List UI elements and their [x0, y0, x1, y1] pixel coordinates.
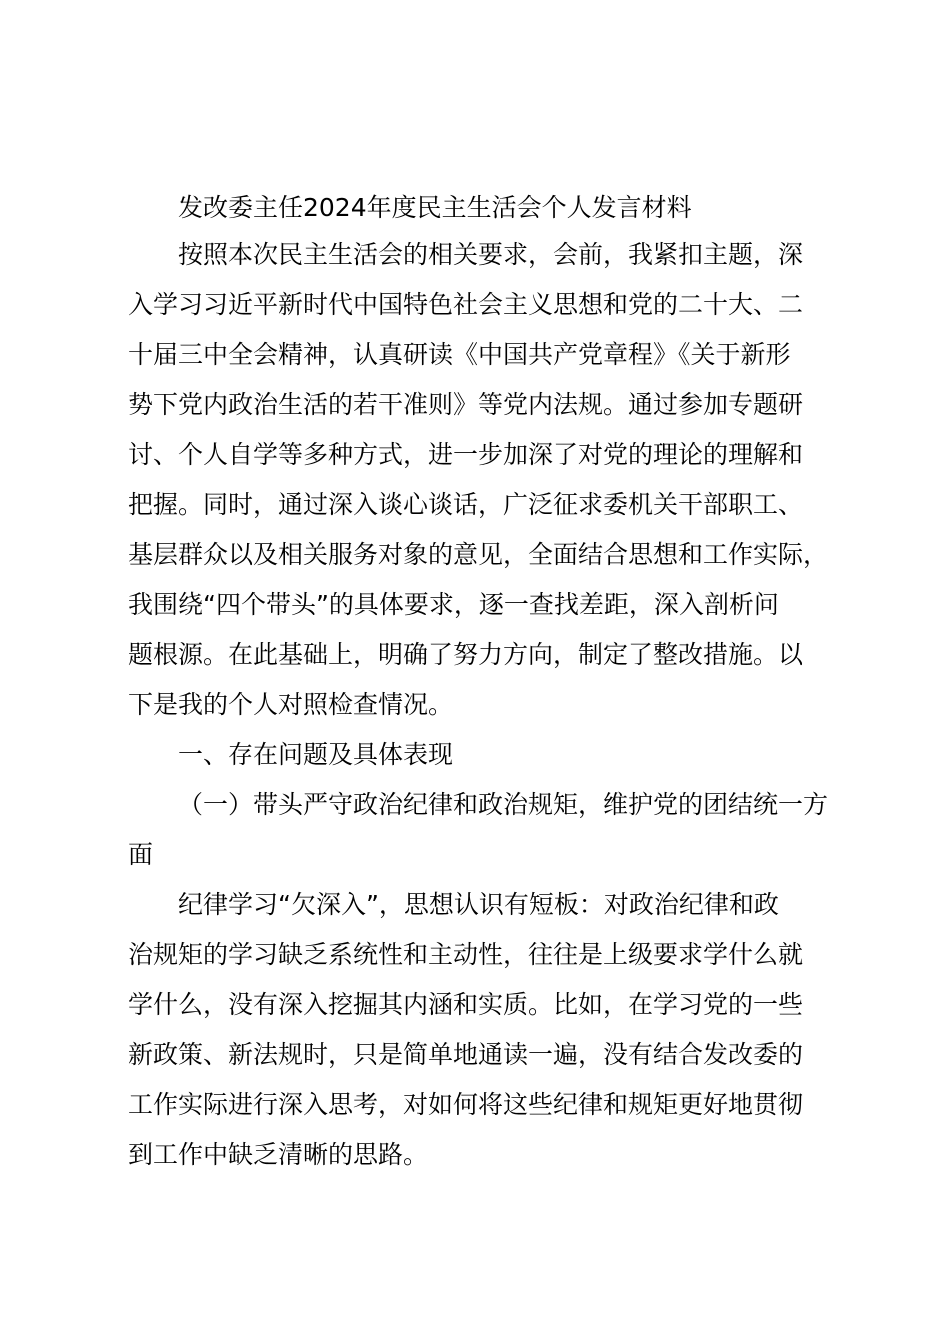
subsection-heading-line: 面	[128, 840, 154, 869]
body-line: 学什么，没有深入挖掘其内涵和实质。比如，在学习党的一些	[128, 990, 804, 1019]
intro-line: 按照本次民主生活会的相关要求，会前，我紧扣主题，深	[178, 240, 804, 269]
intro-line: 下是我的个人对照检查情况。	[128, 690, 454, 719]
section-heading: 一、存在问题及具体表现	[178, 740, 454, 769]
subsection-heading-line: （一）带头严守政治纪律和政治规矩，维护党的团结统一方	[178, 790, 829, 819]
document-title: 发改委主任2024年度民主生活会个人发言材料	[178, 193, 692, 222]
body-line: 纪律学习“欠深入”，思想认识有短板：对政治纪律和政	[178, 890, 779, 919]
body-line: 工作实际进行深入思考，对如何将这些纪律和规矩更好地贯彻	[128, 1090, 804, 1119]
intro-line: 基层群众以及相关服务对象的意见，全面结合思想和工作实际，	[128, 540, 829, 569]
intro-line: 把握。同时，通过深入谈心谈话，广泛征求委机关干部职工、	[128, 490, 804, 519]
body-line: 到工作中缺乏清晰的思路。	[128, 1140, 429, 1169]
intro-line: 势下党内政治生活的若干准则》等党内法规。通过参加专题研	[128, 390, 804, 419]
intro-line: 我围绕“四个带头”的具体要求，逐一查找差距，深入剖析问	[128, 590, 779, 619]
intro-line: 入学习习近平新时代中国特色社会主义思想和党的二十大、二	[128, 290, 804, 319]
intro-line: 十届三中全会精神，认真研读《中国共产党章程》《关于新形	[128, 340, 791, 369]
body-line: 新政策、新法规时，只是简单地通读一遍，没有结合发改委的	[128, 1040, 804, 1069]
intro-line: 讨、个人自学等多种方式，进一步加深了对党的理论的理解和	[128, 440, 804, 469]
body-line: 治规矩的学习缺乏系统性和主动性，往往是上级要求学什么就	[128, 940, 804, 969]
intro-line: 题根源。在此基础上，明确了努力方向，制定了整改措施。以	[128, 640, 804, 669]
